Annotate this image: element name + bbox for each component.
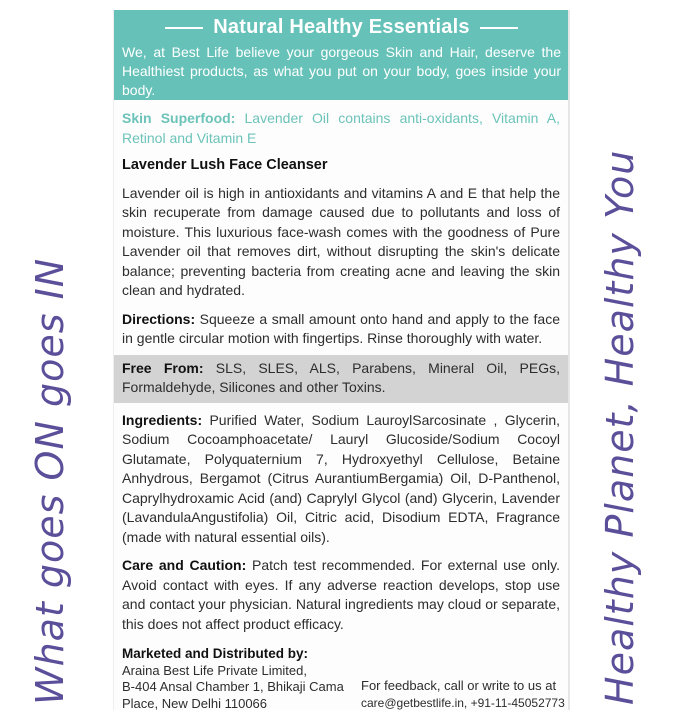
skin-superfood-label: Skin Superfood:	[122, 110, 236, 126]
care-and-caution	[114, 547, 568, 634]
marketer-address-line1: B-404 Ansal Chamber 1, Bhikaji Cama	[122, 679, 344, 694]
header-title-row	[122, 16, 561, 39]
ingredients	[114, 403, 568, 548]
care-caution-text: Patch test recommended. For external use only. Avoid contact with eyes. If any adverse reaction develops, stop use and contact your physician. Natural ingredients may cloud or separate, this does not affect product efficacy.	[122, 557, 560, 632]
product-name: Lavender Lush Face Cleanser	[122, 157, 328, 173]
feedback-block	[361, 678, 565, 711]
marketed-by-label: Marketed and Distributed by:	[122, 646, 309, 661]
side-slogan-right: Healthy Planet, Healthy You	[598, 149, 642, 705]
free-from-label: Free From:	[122, 359, 204, 376]
footer	[114, 634, 568, 716]
ingredients-text: Purified Water, Sodium LauroylSarcosinate , Glycerin, Sodium Cocoamphoacetate/ Lauryl Glucoside/Sodium Cocoyl Glutamate, Polyquaternium 7, Hydroxyethyl Cellulose, Betaine Anhydrous, Bergamot (Citrus AurantiumBergamia) Oil, D-Panthenol, Caprylhydroxamic Acid (and) Caprylyl Glycol (and) Glycerin, Lavender (LavandulaAngustifolia) Oil, Citric acid, Disodium EDTA, Fragrance (made with natural essential oils).	[122, 411, 560, 545]
directions-label: Directions:	[122, 310, 196, 327]
marketer-company: Araina Best Life Private Limited,	[122, 662, 307, 678]
free-from	[114, 355, 568, 403]
skin-superfood	[114, 100, 568, 148]
skin-superfood-text: Lavender Oil contains anti-oxidants, Vitamin A, Retinol and Vitamin E	[122, 110, 560, 146]
feedback-text: For feedback, call or write to us at	[361, 678, 557, 693]
header-title: Natural Healthy Essentials	[213, 16, 470, 38]
directions-text: Squeeze a small amount onto hand and apply to the face in gentle circular motion with fingertips. Rinse thoroughly with water.	[122, 310, 560, 346]
free-from-text: SLS, SLES, ALS, Parabens, Mineral Oil, PEGs, Formaldehyde, Silicones and other Toxins.	[122, 359, 560, 395]
feedback-contact: care@getbestlife.in, +91-11-45052773	[361, 695, 565, 710]
marketer-address-line2: Place, New Delhi 110066	[122, 695, 268, 711]
title-dash-left	[165, 27, 203, 29]
ingredients-label: Ingredients:	[122, 411, 203, 428]
title-dash-right	[480, 27, 518, 29]
care-caution-label: Care and Caution:	[122, 557, 247, 573]
side-slogan-left: What goes ON goes IN	[28, 257, 72, 705]
header-banner	[114, 10, 568, 100]
product-label-panel	[113, 10, 570, 710]
header-intro: We, at Best Life believe your gorgeous Skin and Hair, deserve the Healthiest products, as what you put on your body, goes inside your body.	[122, 44, 561, 98]
product-description: Lavender oil is high in antioxidants and vitamins A and E that help the skin recuperate from damage caused due to pollutants and loss of moisture. This luxurious face-wash comes with the goodness of Pure Lavender oil that removes dirt, without disrupting the skin's delicate balance; preventing bacteria from creating acne and leaving the skin clean and hydrated.	[122, 184, 560, 298]
directions	[114, 301, 568, 349]
